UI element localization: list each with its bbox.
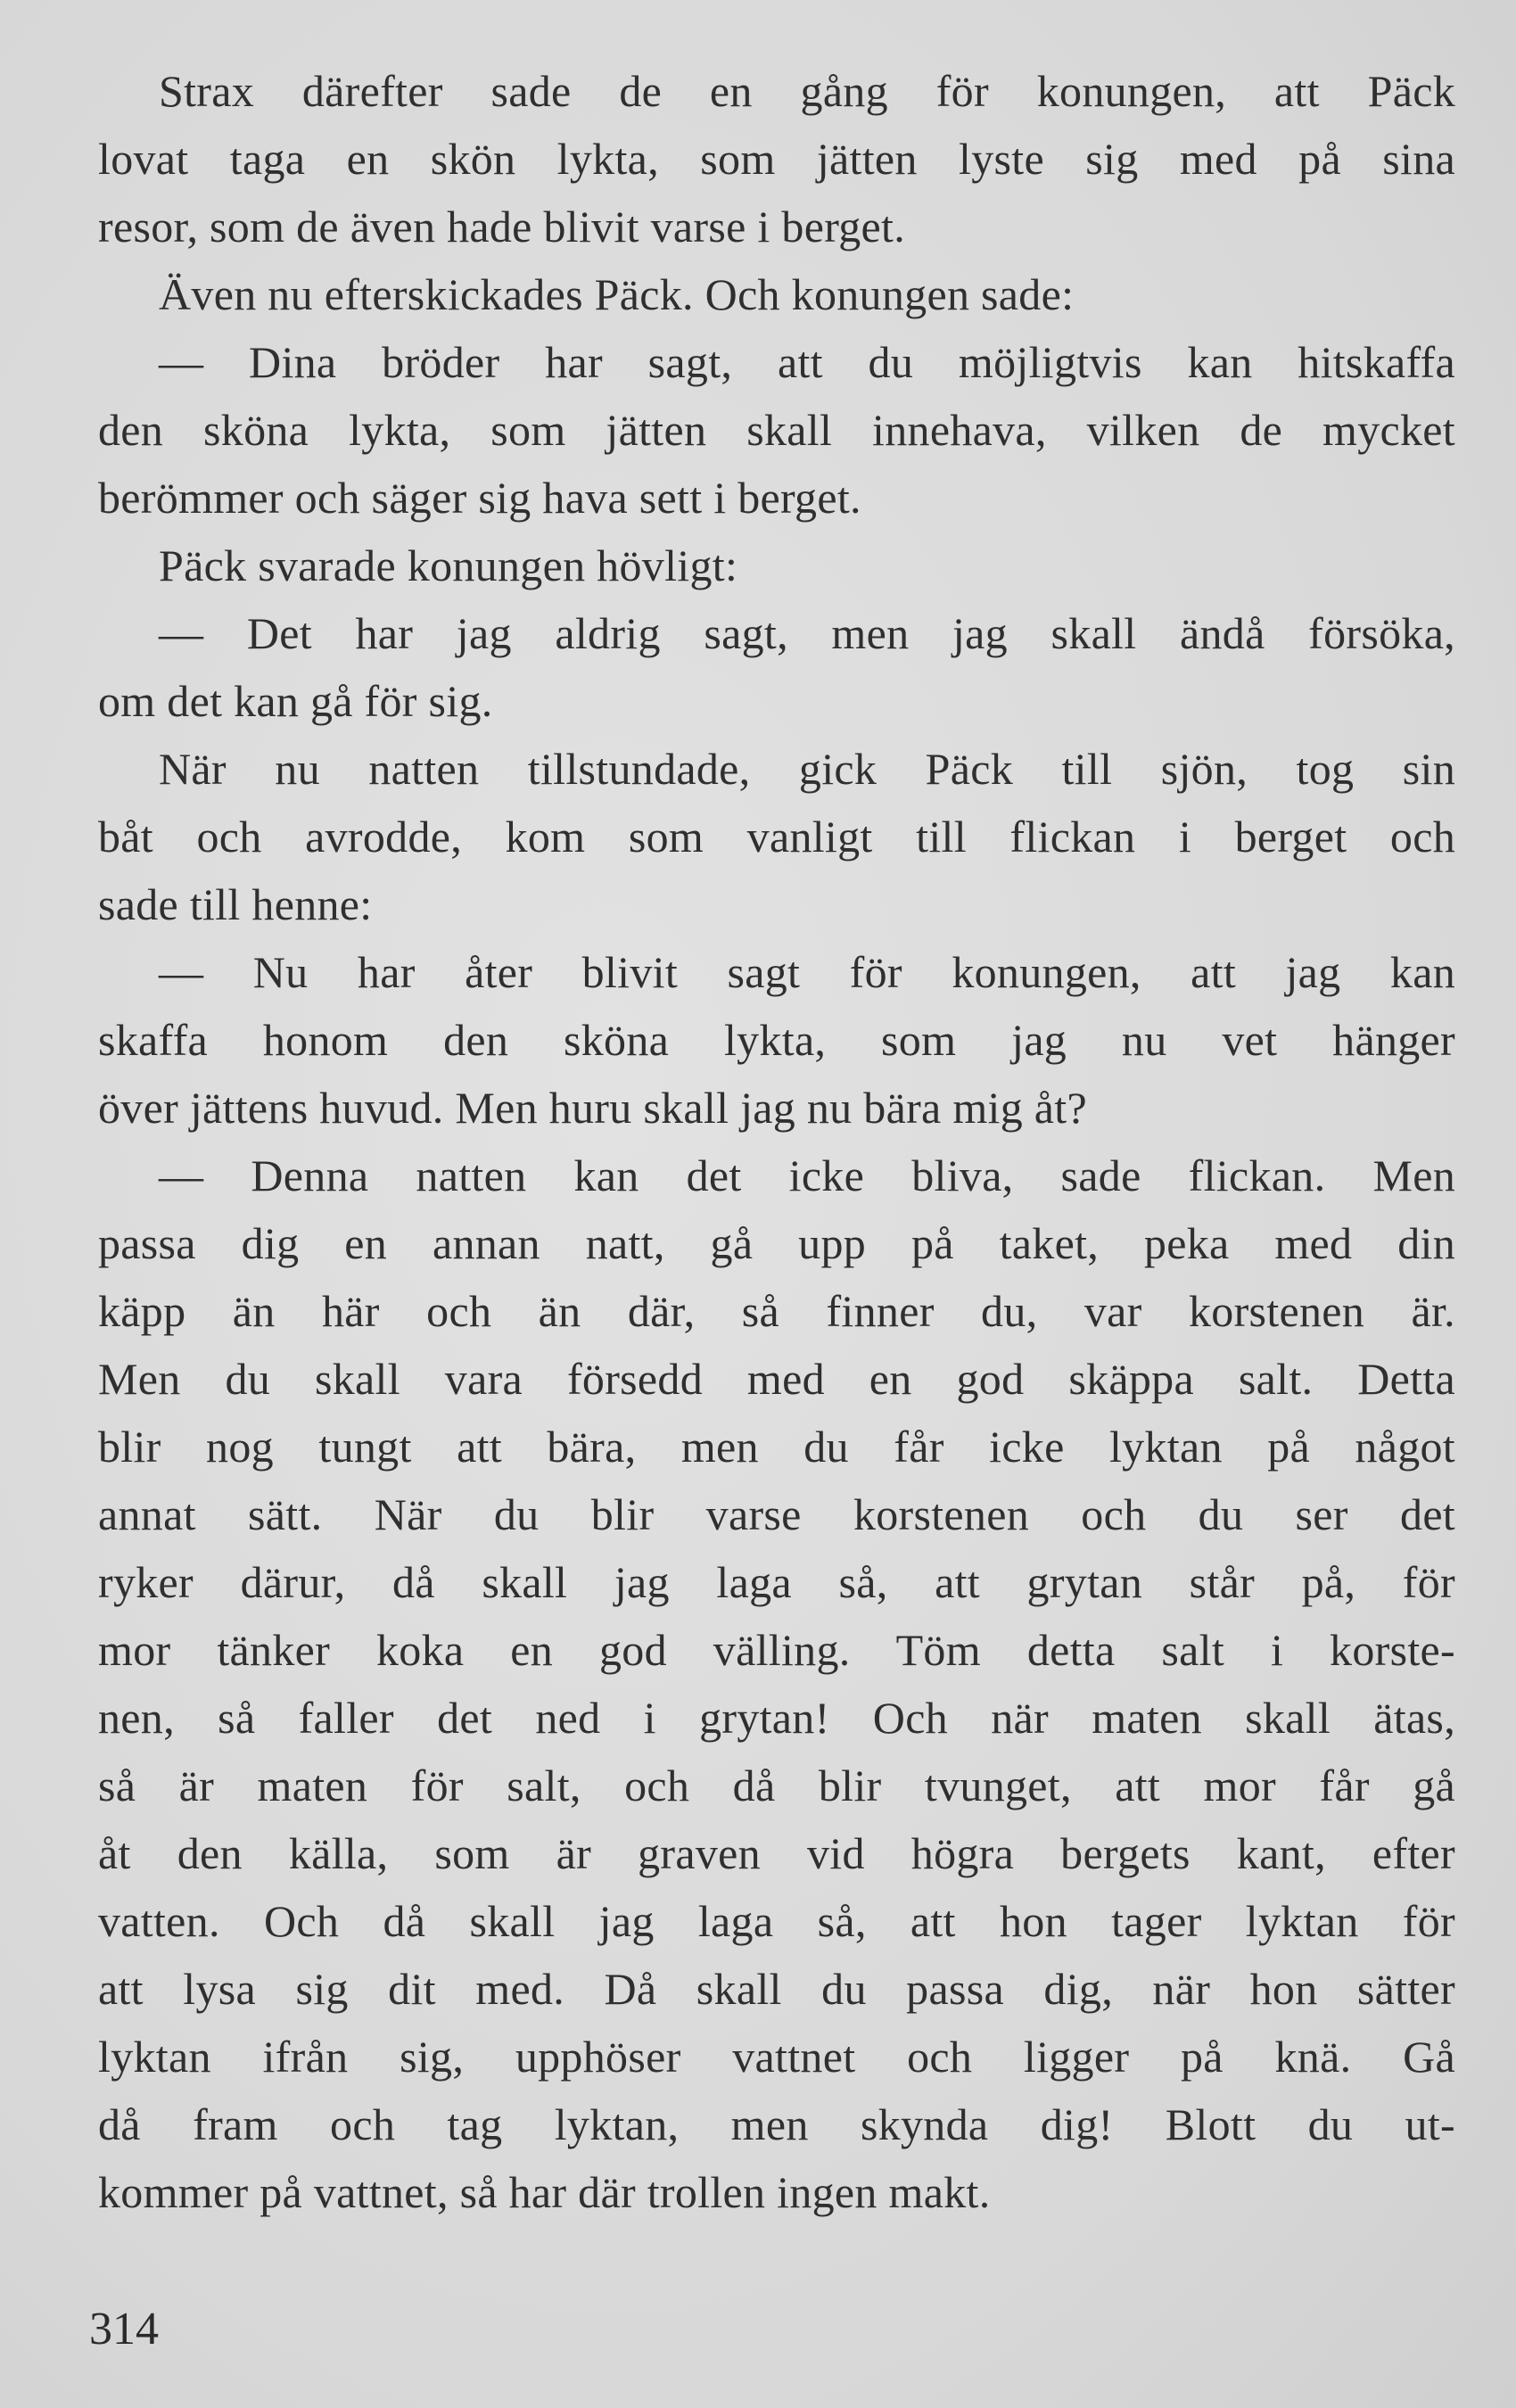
text-line: vatten. Och då skall jag laga så, att hon tager lyktan för — [98, 1896, 1455, 1946]
text-line: båt och avrodde, kom som vanligt till flickan i berget och — [98, 812, 1455, 862]
text-line: att lysa sig dit med. Då skall du passa dig, när hon sätter — [98, 1964, 1455, 2014]
text-line: över jättens huvud. Men huru skall jag nu bära mig åt? — [98, 1083, 1087, 1133]
text-line: Även nu efterskickades Päck. Och konungen sade: — [159, 269, 1075, 319]
text-line: lovat taga en skön lykta, som jätten lyste sig med på sina — [98, 134, 1455, 184]
text-line: ryker därur, då skall jag laga så, att grytan står på, för — [98, 1557, 1455, 1607]
text-line: blir nog tungt att bära, men du får icke lyktan på något — [98, 1422, 1455, 1472]
text-line: Men du skall vara försedd med en god skäppa salt. Detta — [98, 1354, 1455, 1404]
text-line: annat sätt. När du blir varse korstenen och du ser det — [98, 1489, 1455, 1539]
text-line: åt den källa, som är graven vid högra bergets kant, efter — [98, 1828, 1455, 1878]
page-number: 314 — [89, 2304, 159, 2354]
text-line: sade till henne: — [98, 879, 373, 929]
text-line: Päck svarade konungen hövligt: — [159, 540, 738, 590]
body-text — [98, 57, 1455, 2226]
text-line: passa dig en annan natt, gå upp på taket, peka med din — [98, 1218, 1455, 1268]
text-line: den sköna lykta, som jätten skall innehava, vilken de mycket — [98, 405, 1455, 455]
text-line: — Det har jag aldrig sagt, men jag skall ändå försöka, — [159, 608, 1455, 658]
text-line: — Dina bröder har sagt, att du möjligtvis kan hitskaffa — [159, 337, 1455, 387]
text-line: När nu natten tillstundade, gick Päck till sjön, tog sin — [159, 744, 1455, 794]
text-line: om det kan gå för sig. — [98, 676, 493, 726]
text-line: mor tänker koka en god välling. Töm detta salt i korste- — [98, 1625, 1455, 1675]
text-line: då fram och tag lyktan, men skynda dig! Blott du ut- — [98, 2099, 1455, 2149]
text-line: — Nu har åter blivit sagt för konungen, att jag kan — [159, 947, 1455, 997]
text-line: resor, som de även hade blivit varse i berget. — [98, 202, 906, 252]
text-line: Strax därefter sade de en gång för konungen, att Päck — [159, 66, 1455, 116]
text-line: skaffa honom den sköna lykta, som jag nu vet hänger — [98, 1015, 1455, 1065]
text-line: nen, så faller det ned i grytan! Och när maten skall ätas, — [98, 1693, 1455, 1743]
text-line: lyktan ifrån sig, upphöser vattnet och ligger på knä. Gå — [98, 2032, 1455, 2082]
text-line: — Denna natten kan det icke bliva, sade flickan. Men — [159, 1150, 1455, 1200]
text-line: käpp än här och än där, så finner du, var korstenen är. — [98, 1286, 1455, 1336]
text-line: kommer på vattnet, så har där trollen ingen makt. — [98, 2167, 991, 2217]
text-line: berömmer och säger sig hava sett i berget. — [98, 473, 861, 523]
text-line: så är maten för salt, och då blir tvunget, att mor får gå — [98, 1761, 1455, 1810]
